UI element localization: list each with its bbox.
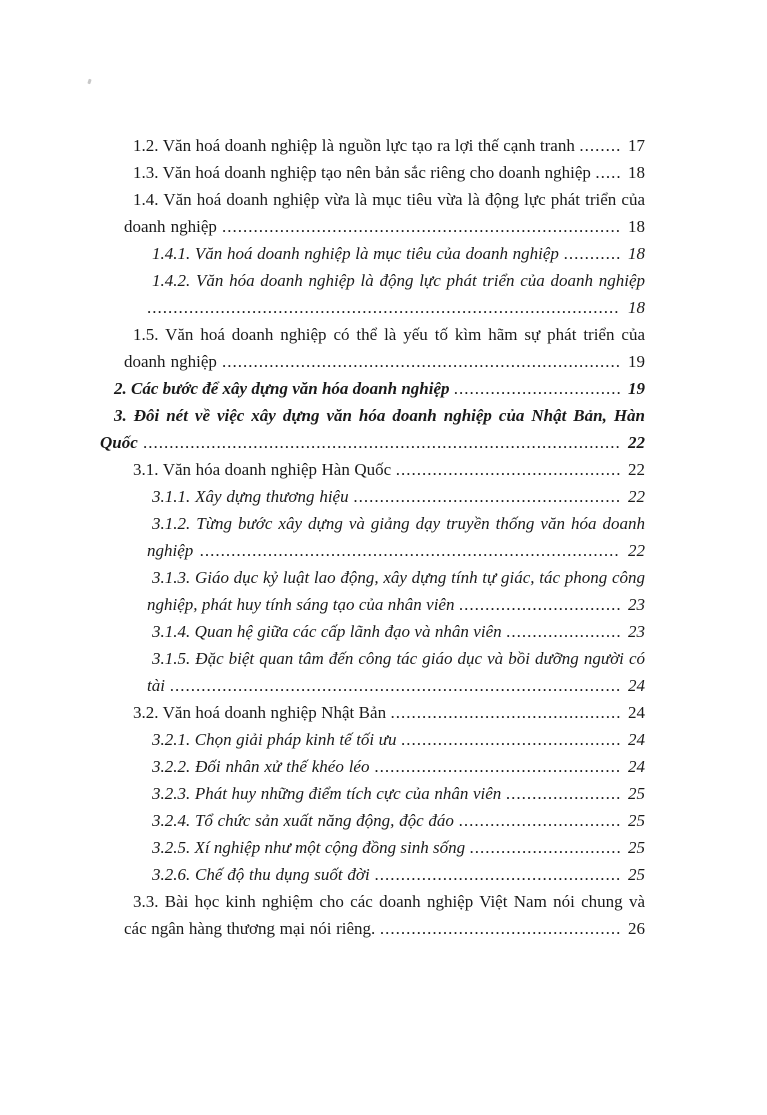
toc-entry-text: 3.2.4. Tổ chức sản xuất năng động, độc đáo xyxy=(152,811,454,830)
toc-entry-text: 3. Đôi nét về việc xây dựng văn hóa doanh nghiệp của Nhật Bản, Hàn Quốc xyxy=(100,406,645,452)
toc-entry xyxy=(147,780,645,807)
toc-entry xyxy=(124,186,645,240)
toc-entry xyxy=(147,834,645,861)
toc-entry-text: 3.2.5. Xí nghiệp như một cộng đồng sinh sống xyxy=(152,838,466,857)
page-number: 25 xyxy=(628,865,645,884)
toc-entry-text: 1.2. Văn hoá doanh nghiệp là nguồn lực tạo ra lợi thế cạnh tranh xyxy=(133,136,575,155)
toc-entry xyxy=(147,726,645,753)
toc-entry-text: 3.2.2. Đối nhân xử thế khéo léo xyxy=(152,757,370,776)
toc-entry xyxy=(124,159,645,186)
page-number: 24 xyxy=(628,757,646,776)
toc-entry-text: 3.1.3. Giáo dục kỷ luật lao động, xây dựng tính tự giác, tác phong công nghiệp, phát huy tính sáng tạo của nhân viên xyxy=(147,568,645,614)
page-number: 18 xyxy=(628,163,646,182)
toc-entry-text: 3.1.4. Quan hệ giữa các cấp lãnh đạo và nhân viên xyxy=(152,622,502,641)
toc-entry-text: 3.1.5. Đặc biệt quan tâm đến công tác giáo dục và bồi dưỡng người có tài xyxy=(147,649,645,695)
page-number: 19 xyxy=(628,379,646,398)
page-number: 23 xyxy=(628,595,646,614)
leader-dots: .......................................... xyxy=(400,730,622,749)
toc-entry-text: 3.2. Văn hoá doanh nghiệp Nhật Bản xyxy=(133,703,387,722)
leader-dots: ........................................................................................... xyxy=(143,433,621,452)
toc-entry xyxy=(124,888,645,942)
toc-entry xyxy=(147,645,645,699)
toc-entry xyxy=(147,240,645,267)
leader-dots: ...................... xyxy=(506,622,622,641)
toc-entry-text: 1.5. Văn hoá doanh nghiệp có thể là yếu tố kìm hãm sự phát triển của doanh nghiệp xyxy=(124,325,645,371)
leader-dots: ........ xyxy=(579,136,622,155)
page-number: 19 xyxy=(628,352,645,371)
toc-list xyxy=(100,132,645,942)
page-number: 25 xyxy=(628,838,646,857)
page-number: 26 xyxy=(628,919,646,938)
leader-dots: ............................................... xyxy=(374,757,622,776)
leader-dots: ..... xyxy=(595,163,622,182)
toc-entry xyxy=(100,375,645,402)
leader-dots: ...................... xyxy=(505,784,622,803)
toc-entry xyxy=(147,267,645,321)
toc-entry xyxy=(147,618,645,645)
toc-entry xyxy=(147,861,645,888)
scan-speck-artifact xyxy=(87,79,91,85)
page-number: 18 xyxy=(628,244,646,263)
page-number: 23 xyxy=(628,622,645,641)
leader-dots: ............................................ xyxy=(390,703,622,722)
leader-dots: ...................................................................................... xyxy=(169,676,622,695)
leader-dots: .............................................. xyxy=(379,919,622,938)
toc-entry-text: 3.2.3. Phát huy những điểm tích cực của nhân viên xyxy=(152,784,502,803)
leader-dots: ................................ xyxy=(453,379,622,398)
page-number: 24 xyxy=(628,703,646,722)
leader-dots: ............................................... xyxy=(374,865,622,884)
page-number: 22 xyxy=(628,460,645,479)
leader-dots: ............................. xyxy=(469,838,622,857)
toc-entry xyxy=(147,753,645,780)
leader-dots: ............................................................................ xyxy=(221,217,621,236)
page-number: 22 xyxy=(628,487,645,506)
toc-entry xyxy=(124,699,645,726)
toc-entry-text: 3.2.6. Chế độ thu dụng suốt đời xyxy=(152,865,370,884)
page-number: 25 xyxy=(628,811,646,830)
leader-dots: ............................................................................ xyxy=(221,352,621,371)
toc-entry xyxy=(147,483,645,510)
toc-entry-text: 3.1.2. Từng bước xây dựng và giảng dạy truyền thống văn hóa doanh nghiệp xyxy=(147,514,645,560)
page-number: 18 xyxy=(628,298,645,317)
leader-dots: ........................................... xyxy=(395,460,622,479)
leader-dots: ................................................... xyxy=(353,487,622,506)
toc-entry-text: 3.1.1. Xây dựng thương hiệu xyxy=(152,487,349,506)
toc-entry xyxy=(100,402,645,456)
toc-entry-text: 3.3. Bài học kinh nghiệm cho các doanh nghiệp Việt Nam nói chung và các ngân hàng thương mại nói riêng. xyxy=(124,892,645,938)
leader-dots: ........... xyxy=(563,244,622,263)
page-number: 25 xyxy=(628,784,646,803)
toc-entry-text: 1.4.2. Văn hóa doanh nghiệp là động lực phát triển của doanh nghiệp xyxy=(152,271,645,290)
page-number: 22 xyxy=(628,433,645,452)
toc-entry xyxy=(124,321,645,375)
toc-entry xyxy=(124,132,645,159)
toc-entry-text: 3.1. Văn hóa doanh nghiệp Hàn Quốc xyxy=(133,460,392,479)
toc-entry-text: 1.3. Văn hoá doanh nghiệp tạo nên bản sắc riêng cho doanh nghiệp xyxy=(133,163,591,182)
toc-entry-text: 2. Các bước để xây dựng văn hóa doanh nghiệp xyxy=(114,379,450,398)
toc-entry xyxy=(147,510,645,564)
toc-entry xyxy=(147,564,645,618)
toc-entry-text: 3.2.1. Chọn giải pháp kinh tế tối ưu xyxy=(152,730,397,749)
page-number: 18 xyxy=(628,217,645,236)
toc-entry-text: 1.4. Văn hoá doanh nghiệp vừa là mục tiêu vừa là động lực phát triển của doanh nghiệp xyxy=(124,190,645,236)
leader-dots: ................................................................................ xyxy=(199,541,620,560)
leader-dots: ............................... xyxy=(458,595,622,614)
page-number: 17 xyxy=(628,136,645,155)
page-number: 24 xyxy=(628,676,646,695)
page-number: 22 xyxy=(628,541,645,560)
toc-entry xyxy=(147,807,645,834)
leader-dots: ............................... xyxy=(458,811,622,830)
toc-entry xyxy=(124,456,645,483)
toc-entry-text: 1.4.1. Văn hoá doanh nghiệp là mục tiêu của doanh nghiệp xyxy=(152,244,559,263)
page-number: 24 xyxy=(628,730,646,749)
leader-dots: .......................................................................................... xyxy=(147,298,620,317)
